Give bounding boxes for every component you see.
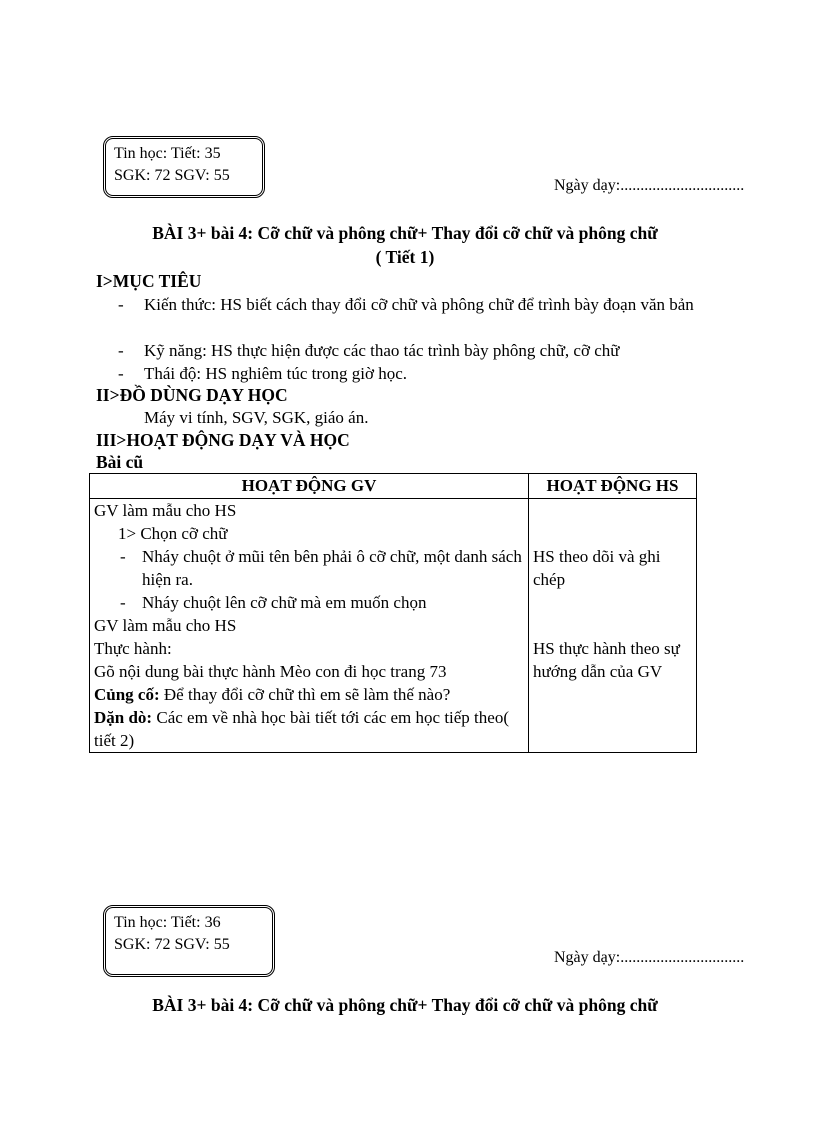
hs-activity-2: HS thực hành theo sự hướng dẫn của GV xyxy=(533,639,680,681)
teaching-date: Ngày dạy:............................... xyxy=(554,177,745,194)
lesson-info-box xyxy=(103,136,265,198)
hs-activity-1: HS theo dõi và ghi chép xyxy=(533,547,661,589)
gv-demo-line: GV làm mẫu cho HS xyxy=(94,616,237,635)
gv-homework: Dặn dò: Các em về nhà học bài tiết tới các em học tiếp theo( tiết 2) xyxy=(94,708,509,750)
lesson-period: ( Tiết 1) xyxy=(375,247,435,267)
objective-item: - Kỹ năng: HS thực hiện được các thao tác trình bày phông chữ, cỡ chữ xyxy=(118,341,620,360)
lesson-sgk-sgv: SGK: 72 SGV: 55 xyxy=(114,167,230,184)
objective-item: - Kiến thức: HS biết cách thay đổi cỡ chữ và phông chữ để trình bày đoạn văn bản xyxy=(118,295,694,314)
objective-item: - Thái độ: HS nghiêm túc trong giờ học. xyxy=(118,364,408,383)
teacher-activity-cell xyxy=(90,499,529,753)
old-lesson-label: Bài cũ xyxy=(96,452,144,472)
student-activity-cell xyxy=(529,499,697,753)
header-teacher-activity: HOẠT ĐỘNG GV xyxy=(90,474,529,499)
activity-table xyxy=(89,473,697,753)
gv-practice-text: Gõ nội dung bài thực hành Mèo con đi học trang 73 xyxy=(94,662,447,681)
header-student-activity: HOẠT ĐỘNG HS xyxy=(529,474,697,499)
lesson-subject-period: Tin học: Tiết: 36 xyxy=(114,914,221,931)
lesson-subject-period: Tin học: Tiết: 35 xyxy=(114,145,221,162)
teaching-date: Ngày dạy:............................... xyxy=(554,949,745,966)
section-materials: II>ĐỒ DÙNG DẠY HỌC xyxy=(96,385,288,405)
lesson-sgk-sgv: SGK: 72 SGV: 55 xyxy=(114,936,230,953)
table-row xyxy=(90,499,697,753)
lesson-title: BÀI 3+ bài 4: Cỡ chữ và phông chữ+ Thay đổi cỡ chữ và phông chữ xyxy=(152,995,658,1015)
materials-text: Máy vi tính, SGV, SGK, giáo án. xyxy=(144,408,369,427)
gv-consolidate: Củng cố: Để thay đổi cỡ chữ thì em sẽ làm thế nào? xyxy=(94,685,451,704)
lesson-title: BÀI 3+ bài 4: Cỡ chữ và phông chữ+ Thay đổi cỡ chữ và phông chữ xyxy=(152,223,658,243)
gv-step-line: 1> Chọn cỡ chữ xyxy=(118,524,228,543)
gv-practice-label: Thực hành: xyxy=(94,639,172,658)
section-activities: III>HOẠT ĐỘNG DẠY VÀ HỌC xyxy=(96,430,350,450)
lesson-info-box xyxy=(103,905,275,977)
gv-demo-line: GV làm mẫu cho HS xyxy=(94,501,237,520)
gv-bullet: - Nháy chuột lên cỡ chữ mà em muốn chọn xyxy=(120,593,427,612)
table-header-row xyxy=(90,474,697,499)
gv-bullet: - Nháy chuột ở mũi tên bên phải ô cỡ chữ, một danh sách hiện ra. xyxy=(120,547,522,589)
section-objectives: I>MỤC TIÊU xyxy=(96,271,202,291)
